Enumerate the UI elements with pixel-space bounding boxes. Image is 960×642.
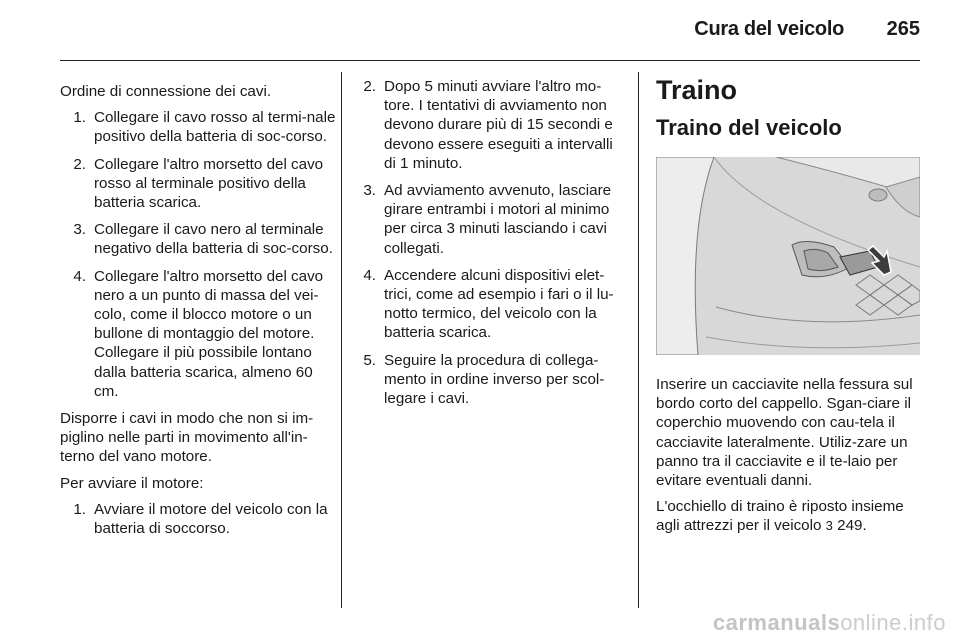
column-divider-1 (341, 72, 342, 608)
start-steps (68, 500, 336, 538)
column-2 (358, 77, 624, 416)
step-text: Collegare il cavo rosso al termi-nale positivo della batteria di soc-corso. (94, 109, 336, 146)
step-number: 3. (73, 221, 86, 239)
list-item (68, 108, 336, 146)
step-number: 4. (73, 267, 86, 285)
step-number: 1. (73, 500, 86, 518)
tow-cover-instructions: Inserire un cacciavite nella fessura sul bordo corto del cappello. Sgan-ciare il coperchio muovendo con cau-tela il cacciavite lateralmente. Utiliz-zare un panno tra il cacciavite e il te-laio per evitare eventuali danni. (656, 376, 913, 490)
watermark-rest: online.info (840, 610, 946, 635)
list-item (358, 266, 624, 343)
list-item (68, 220, 336, 258)
bumper-drawing (656, 157, 920, 355)
page-header (0, 18, 920, 48)
connection-steps (68, 108, 336, 401)
bumper-tow-cover-illustration (656, 157, 920, 355)
intro-text: Ordine di connessione dei cavi. (60, 83, 272, 100)
start-steps-continued (358, 77, 624, 408)
step-text: Collegare l'altro morsetto del cavo rosso al terminale positivo della batteria scarica. (94, 155, 324, 212)
list-item (358, 351, 624, 409)
step-text: Avviare il motore del veicolo con la batteria di soccorso. (94, 500, 328, 538)
page-reference-icon: 3 (825, 518, 833, 534)
watermark-bold: carmanuals (712, 610, 841, 635)
step-text: Seguire la procedura di collega-mento in ordine inverso per scol-legare i cavi. (384, 351, 605, 408)
step-text: Ad avviamento avvenuto, lasciare girare entrambi i motori al minimo per circa 3 minuti lasciando i cavi collegati. (384, 182, 612, 257)
list-item (358, 181, 624, 258)
step-number: 3. (363, 182, 376, 200)
column-divider-2 (638, 72, 639, 608)
list-item (358, 77, 624, 173)
list-item (68, 500, 336, 538)
step-number: 4. (363, 266, 376, 284)
start-engine-intro: Per avviare il motore: (60, 474, 204, 492)
tow-eye-page: 249. (832, 517, 867, 535)
section-heading: Traino (656, 75, 738, 105)
tow-eye-text: L'occhiello di traino è riposto insieme agli attrezzi per il veicolo (656, 498, 904, 535)
step-number: 2. (363, 78, 376, 95)
cable-note: Disporre i cavi in modo che non si im-piglino nelle parti in movimento all'in-terno del vano motore. (60, 410, 314, 466)
section-title: Cura del veicolo (694, 18, 844, 40)
page-number: 265 (886, 18, 920, 40)
subsection-heading: Traino del veicolo (656, 115, 842, 140)
column-3 (656, 75, 922, 543)
step-text: Collegare l'altro morsetto del cavo nero a un punto di massa del vei-colo, come il blocco motore o un bullone di montaggio del motore. Collegare il più possibile lontano dalla batteria scarica, almeno 60 cm. (94, 267, 324, 400)
step-text: Collegare il cavo nero al terminale negativo della batteria di soc-corso. (94, 221, 333, 258)
step-number: 5. (363, 351, 376, 369)
step-text: Accendere alcuni dispositivi elet-trici, come ad esempio i fari o il lu-notto termico, del veicolo con la batteria scarica. (384, 266, 614, 342)
step-text: Dopo 5 minuti avviare l'altro mo-tore. I tentativi di avviamento non devono durare più di 15 secondi e devono essere eseguiti a intervalli di 1 minuto. (384, 78, 613, 172)
column-1 (60, 82, 336, 546)
step-number: 1. (73, 109, 86, 127)
list-item (68, 267, 336, 401)
watermark (713, 610, 946, 636)
header-rule (60, 60, 920, 61)
step-number: 2. (73, 155, 86, 173)
tow-eye-location (656, 497, 922, 535)
list-item (68, 155, 336, 213)
